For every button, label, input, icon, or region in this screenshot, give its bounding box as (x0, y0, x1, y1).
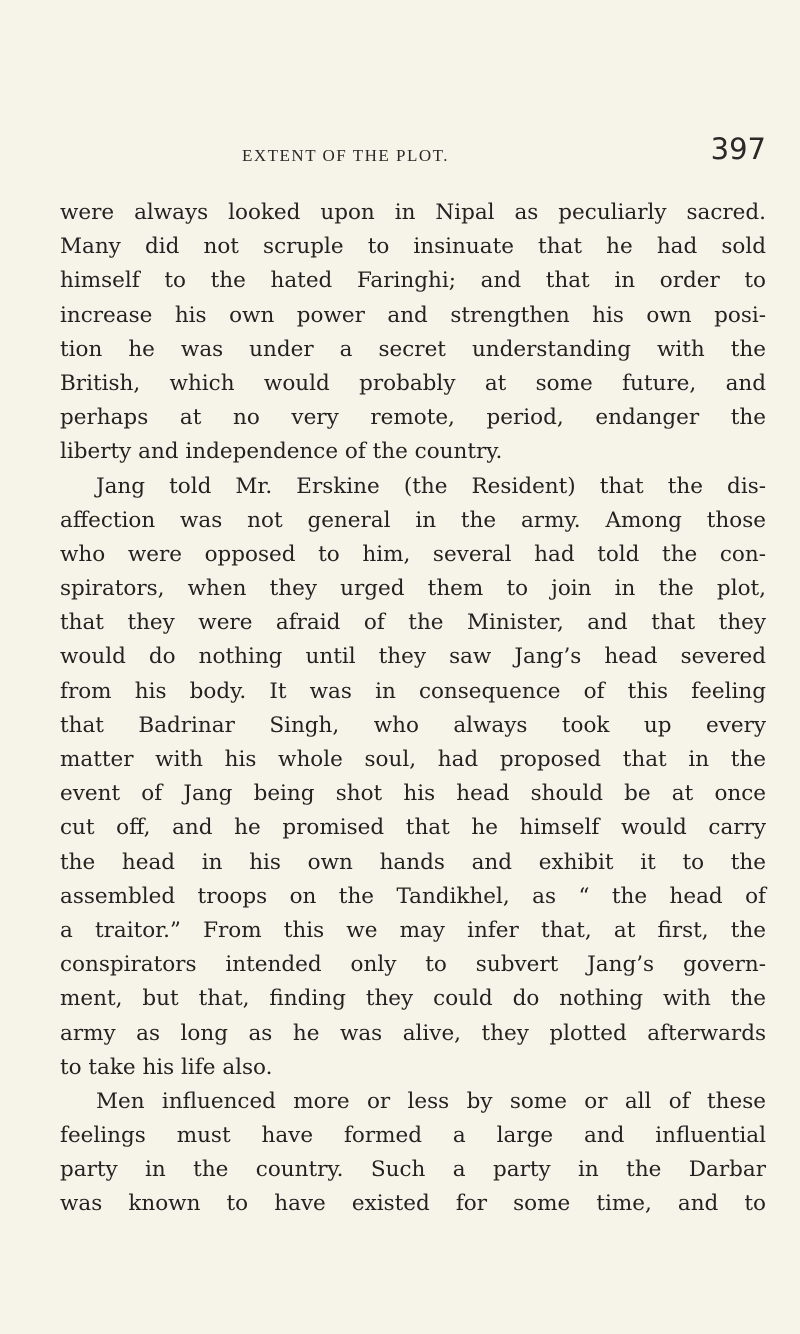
text-line: Men influenced more or less by some or all of these (96, 1088, 766, 1114)
text-line: British, which would probably at some future, and (60, 370, 766, 396)
body-text (60, 196, 766, 1222)
text-line: perhaps at no very remote, period, endanger the (60, 405, 766, 431)
text-line: the head in his own hands and exhibit it to the (60, 849, 766, 875)
text-line: that Badrinar Singh, who always took up every (60, 712, 766, 738)
text-line: liberty and independence of the country. (60, 439, 503, 465)
text-line: were always looked upon in Nipal as peculiarly sacred. (60, 200, 766, 225)
text-line: conspirators intended only to subvert Jang’s govern- (60, 952, 766, 978)
text-line: a traitor.” From this we may infer that, at first, the (60, 917, 766, 943)
text-line: assembled troops on the Tandikhel, as “ the head of (60, 883, 766, 909)
text-line: that they were afraid of the Minister, and that they (60, 610, 766, 636)
text-line: ment, but that, finding they could do nothing with the (60, 986, 766, 1012)
text-line: was known to have existed for some time, and to (60, 1191, 766, 1217)
text-line: event of Jang being shot his head should be at once (60, 781, 766, 807)
text-line: party in the country. Such a party in the Darbar (60, 1157, 766, 1183)
text-line: matter with his whole soul, had proposed that in the (60, 747, 766, 772)
text-line: who were opposed to him, several had told the con- (60, 541, 766, 567)
text-line: tion he was under a secret understanding with the (60, 336, 766, 362)
text-line: affection was not general in the army. Among those (60, 507, 766, 533)
text-line: Many did not scruple to insinuate that he had sold (60, 234, 766, 260)
text-line: Jang told Mr. Erskine (the Resident) that the dis- (96, 473, 766, 499)
text-line: would do nothing until they saw Jang’s head severed (60, 644, 766, 670)
text-line: cut off, and he promised that he himself would carry (60, 815, 766, 841)
text-line: to take his life also. (60, 1054, 273, 1080)
text-line: himself to the hated Faringhi; and that in order to (60, 268, 766, 294)
page-number: 397 (710, 132, 766, 166)
running-head (60, 132, 766, 172)
text-line: from his body. It was in consequence of this feeling (60, 678, 766, 704)
text-line: army as long as he was alive, they plotted afterwards (60, 1020, 766, 1046)
text-line: increase his own power and strengthen his own posi- (60, 302, 766, 328)
running-title: EXTENT OF THE PLOT. (242, 146, 449, 165)
text-line: spirators, when they urged them to join in the plot, (60, 576, 766, 602)
text-line: feelings must have formed a large and influential (60, 1123, 766, 1149)
